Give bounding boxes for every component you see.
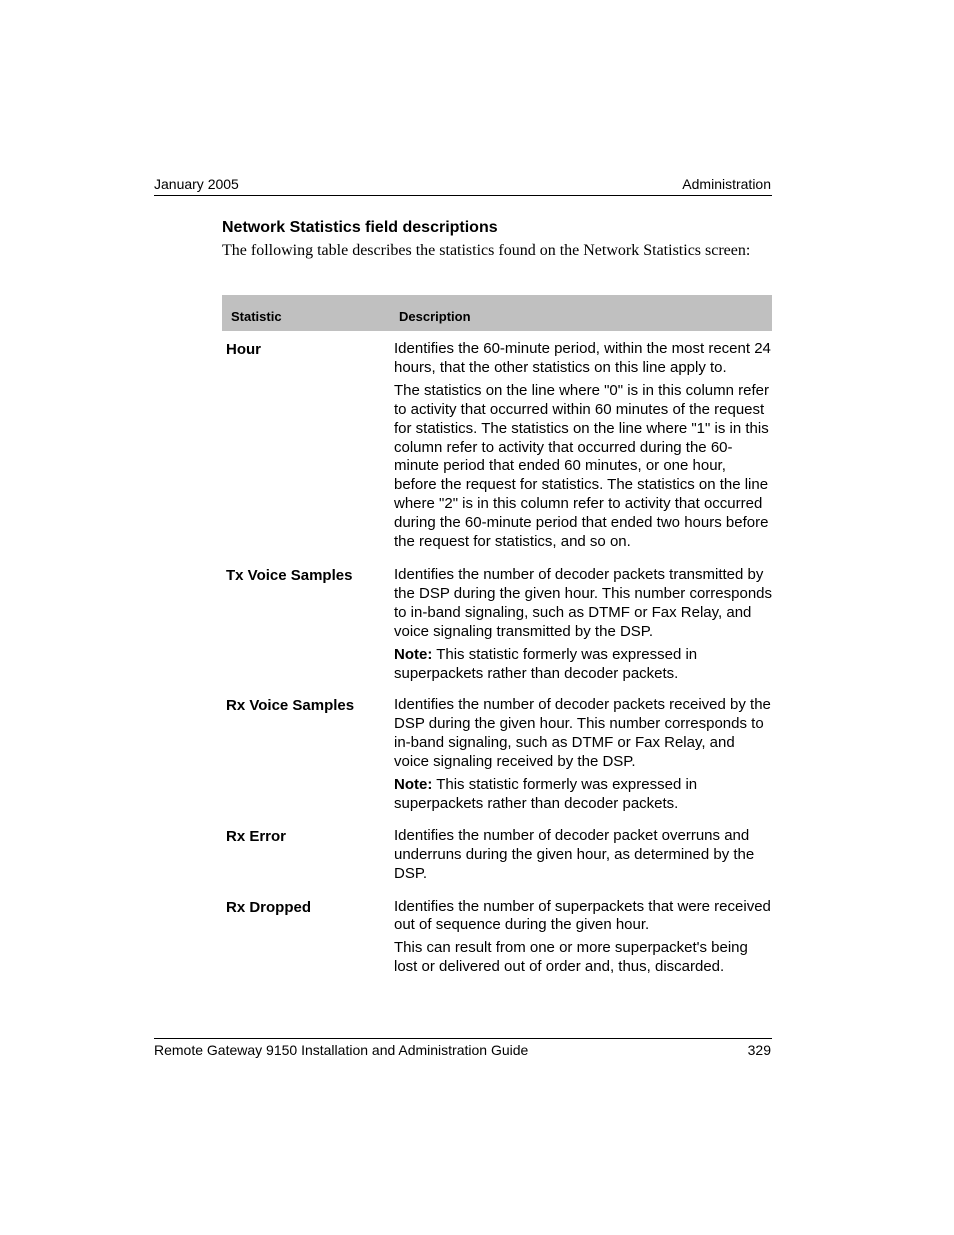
statistic-description (394, 566, 772, 683)
section-title: Network Statistics field descriptions (222, 219, 498, 236)
description-paragraph: This can result from one or more superpacket's being lost or delivered out of order and, thus, discarded. (394, 939, 748, 976)
table-row (222, 827, 772, 884)
statistic-description (394, 696, 772, 813)
column-header-statistic: Statistic (231, 309, 282, 324)
statistics-table (222, 295, 772, 977)
header-chapter: Administration (682, 176, 771, 192)
note-paragraph (394, 646, 772, 684)
description-paragraph: Identifies the number of decoder packets transmitted by the DSP during the given hour. This number corresponds to in-band signaling, such as DTMF or Fax Relay, and voice signaling transmitted by the DSP. (394, 565, 773, 640)
statistic-name: Hour (226, 341, 261, 358)
statistic-description (394, 827, 772, 884)
table-row (222, 566, 772, 683)
table-row (222, 696, 772, 813)
note-label: Note: (394, 645, 433, 663)
page-number: 329 (747, 1042, 771, 1058)
footer-title: Remote Gateway 9150 Installation and Administration Guide (154, 1042, 529, 1058)
description-paragraph: The statistics on the line where "0" is in this column refer to activity that occurred within 60 minutes of the request for statistics. The statistics on the line where "1" is in this column refer to activity that occurred during the 60-minute period that ended 60 minutes, or one hour, before the request for statistics. The statistics on the line where "2" is in this column refer to activity that occurred during the 60-minute period that ended two hours before the request for statistics, and so on. (394, 381, 769, 551)
description-paragraph: Identifies the 60-minute period, within the most recent 24 hours, that the other statistics on this line apply to. (394, 340, 771, 376)
table-row (222, 898, 772, 978)
statistic-description (394, 340, 772, 552)
section-intro: The following table describes the statistics found on the Network Statistics screen: (222, 242, 751, 259)
note-text: This statistic formerly was expressed in superpackets rather than decoder packets. (394, 776, 698, 812)
statistic-name: Rx Voice Samples (226, 697, 355, 715)
column-header-description: Description (399, 309, 471, 324)
description-paragraph: Identifies the number of superpackets that were received out of sequence during the given hour. (394, 897, 771, 934)
statistic-name: Tx Voice Samples (226, 566, 353, 584)
statistic-name: Rx Dropped (226, 898, 312, 916)
description-paragraph: Identifies the number of decoder packet overruns and underruns during the given hour, as determined by the DSP. (394, 826, 755, 882)
description-paragraph: Identifies the number of decoder packets received by the DSP during the given hour. This number corresponds to in-band signaling, such as DTMF or Fax Relay, and voice signaling received by the DSP. (394, 696, 771, 771)
header-date: January 2005 (154, 176, 239, 192)
note-label: Note: (394, 776, 433, 794)
note-paragraph (394, 776, 772, 814)
table-header (222, 295, 772, 331)
page-header (154, 175, 772, 196)
statistic-name: Rx Error (226, 827, 287, 845)
statistic-description (394, 898, 772, 978)
note-text: This statistic formerly was expressed in superpackets rather than decoder packets. (394, 645, 698, 682)
page-footer (154, 1038, 772, 1061)
table-row (222, 340, 772, 552)
